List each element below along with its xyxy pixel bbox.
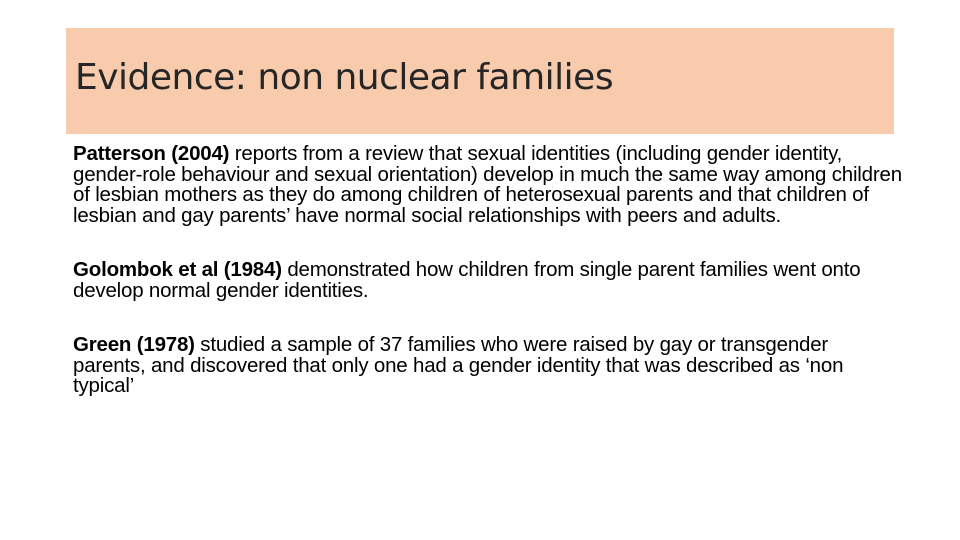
slide-body: [73, 144, 903, 397]
citation-green: Green (1978): [73, 333, 195, 356]
title-bar: [66, 28, 894, 134]
paragraph-text-green: studied a sample of 37 families who were raised by gay or transgender parents, and discovered that only one had a gender identity that was described as ‘non typical’: [73, 333, 844, 397]
citation-golombok: Golombok et al (1984): [73, 258, 282, 281]
paragraph-text-golombok: demonstrated how children from single parent families went onto develop normal gender identities.: [73, 258, 861, 302]
citation-patterson: Patterson (2004): [73, 142, 230, 165]
paragraph-patterson: [73, 144, 903, 226]
paragraph-text-patterson: reports from a review that sexual identities (including gender identity, gender-role behaviour and sexual orientation) develop in much the same way among children of lesbian mothers as they do among children of heterosexual parents and that children of lesbian and gay parents’ have normal social relationships with peers and adults.: [73, 142, 902, 227]
paragraph-golombok: [73, 260, 903, 301]
paragraph-green: [73, 335, 903, 397]
slide-title: Evidence: non nuclear families: [75, 57, 614, 98]
